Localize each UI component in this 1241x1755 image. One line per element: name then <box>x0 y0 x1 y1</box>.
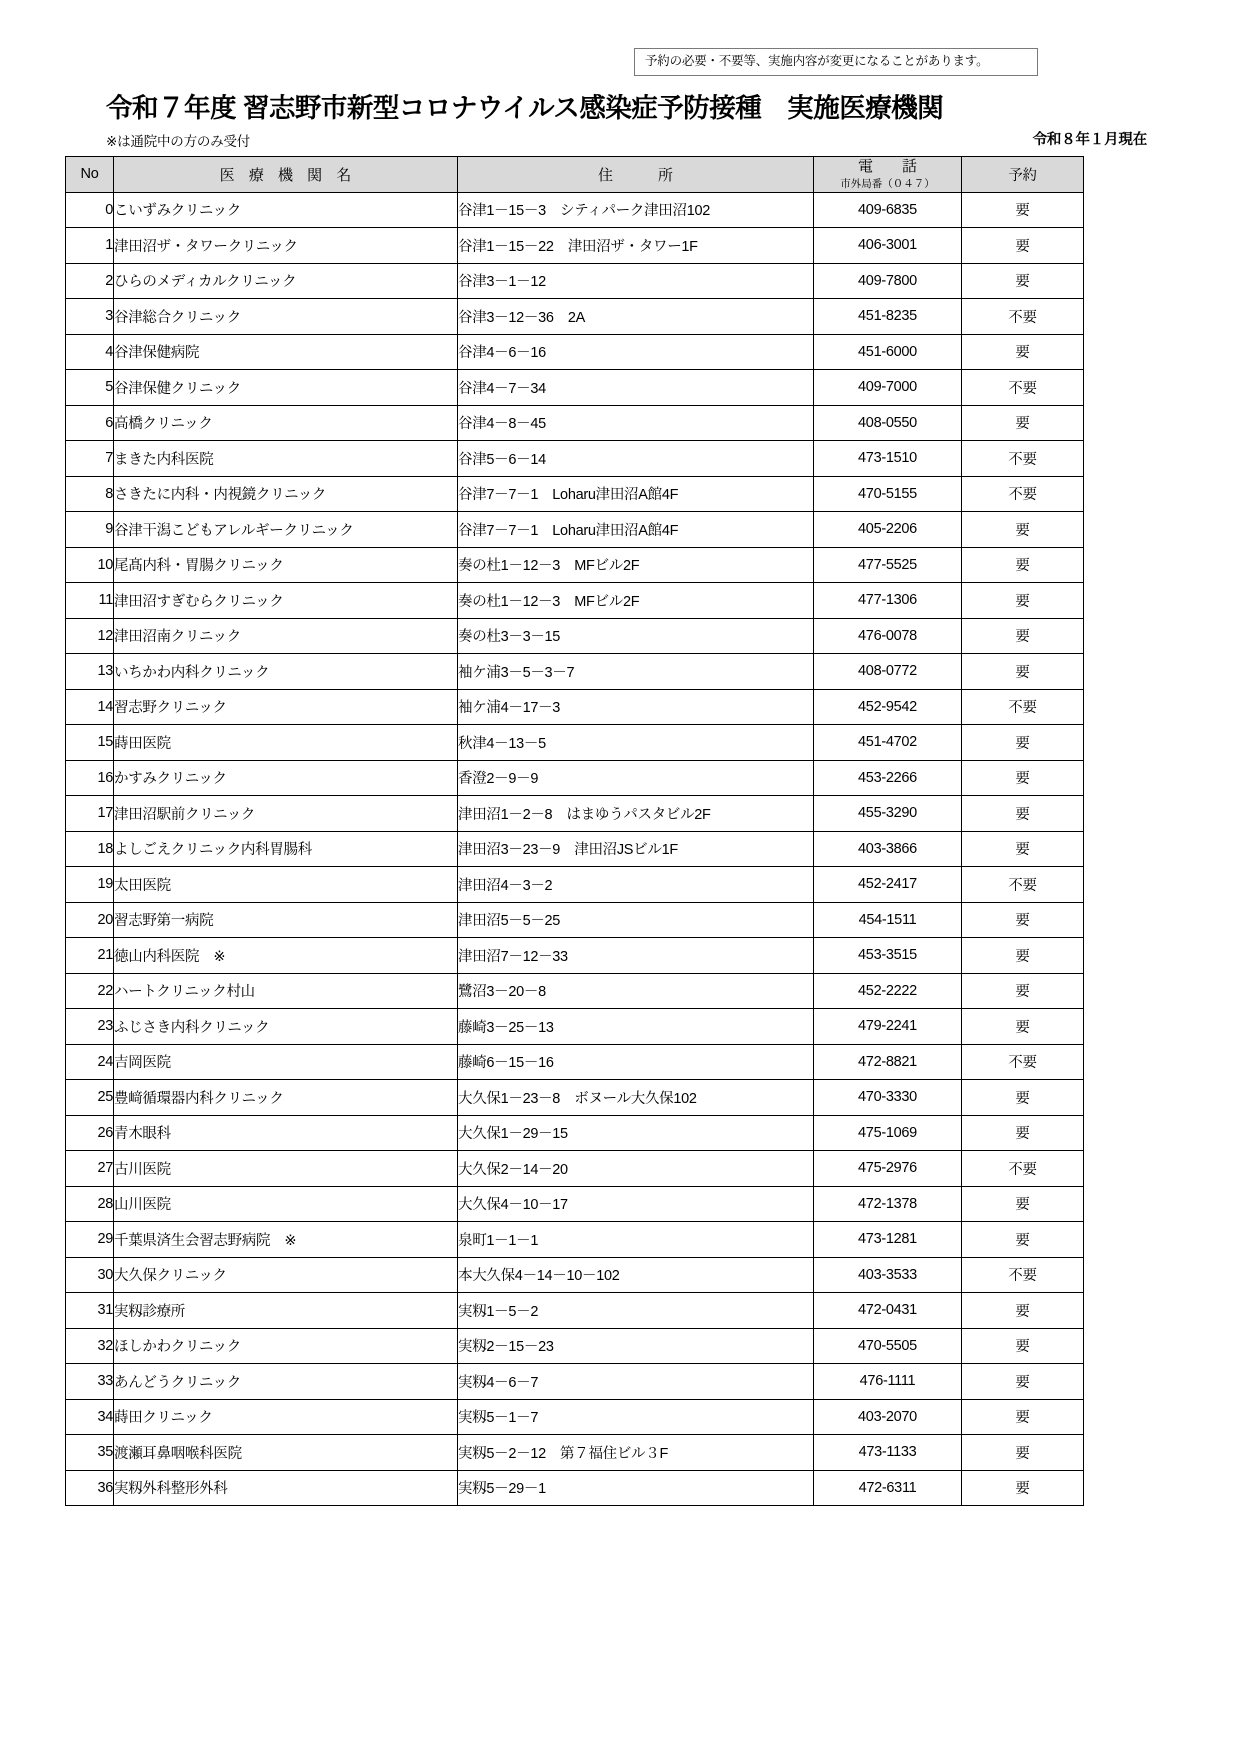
cell-reservation: 要 <box>962 618 1084 654</box>
table-row <box>66 1080 1084 1116</box>
cell-reservation: 不要 <box>962 370 1084 406</box>
cell-telephone: 453-3515 <box>814 938 962 974</box>
cell-reservation: 不要 <box>962 476 1084 512</box>
column-header-address <box>458 157 814 193</box>
cell-reservation: 不要 <box>962 1257 1084 1293</box>
cell-reservation: 不要 <box>962 689 1084 725</box>
cell-facility-name: 津田沼南クリニック <box>114 618 458 654</box>
cell-reservation: 不要 <box>962 867 1084 903</box>
cell-telephone: 452-9542 <box>814 689 962 725</box>
table-row <box>66 263 1084 299</box>
cell-address: 谷津3－1－12 <box>458 263 814 299</box>
cell-facility-name: 蒔田医院 <box>114 725 458 761</box>
table-row <box>66 654 1084 690</box>
cell-telephone: 472-6311 <box>814 1470 962 1506</box>
cell-no: 8 <box>66 476 114 512</box>
table-row <box>66 512 1084 548</box>
cell-address: 大久保4－10－17 <box>458 1186 814 1222</box>
cell-telephone: 472-8821 <box>814 1044 962 1080</box>
cell-facility-name: 習志野クリニック <box>114 689 458 725</box>
cell-no: 33 <box>66 1364 114 1400</box>
cell-facility-name: 豊﨑循環器内科クリニック <box>114 1080 458 1116</box>
cell-no: 18 <box>66 831 114 867</box>
page-title: 令和７年度 習志野市新型コロナウイルス感染症予防接種 実施医療機関 <box>106 93 944 123</box>
cell-facility-name: 津田沼すぎむらクリニック <box>114 583 458 619</box>
cell-telephone: 470-5155 <box>814 476 962 512</box>
cell-no: 20 <box>66 902 114 938</box>
cell-telephone: 455-3290 <box>814 796 962 832</box>
table-row <box>66 1470 1084 1506</box>
cell-facility-name: ハートクリニック村山 <box>114 973 458 1009</box>
table-row <box>66 192 1084 228</box>
cell-facility-name: 高橋クリニック <box>114 405 458 441</box>
cell-no: 19 <box>66 867 114 903</box>
table-row <box>66 689 1084 725</box>
cell-reservation: 要 <box>962 1222 1084 1258</box>
cell-telephone: 408-0550 <box>814 405 962 441</box>
cell-telephone: 409-6835 <box>814 192 962 228</box>
cell-facility-name: 太田医院 <box>114 867 458 903</box>
table-row <box>66 1151 1084 1187</box>
facility-table-wrapper <box>65 156 1083 1506</box>
cell-no: 29 <box>66 1222 114 1258</box>
table-row <box>66 973 1084 1009</box>
cell-telephone: 477-1306 <box>814 583 962 619</box>
cell-telephone: 453-2266 <box>814 760 962 796</box>
cell-reservation: 要 <box>962 547 1084 583</box>
cell-no: 32 <box>66 1328 114 1364</box>
cell-address: 鷺沼3－20－8 <box>458 973 814 1009</box>
cell-facility-name: 習志野第一病院 <box>114 902 458 938</box>
notice-text: 予約の必要・不要等、実施内容が変更になることがあります。 <box>634 48 1038 76</box>
cell-reservation: 要 <box>962 654 1084 690</box>
cell-no: 25 <box>66 1080 114 1116</box>
cell-no: 0 <box>66 192 114 228</box>
table-header-row <box>66 157 1084 193</box>
cell-facility-name: 古川医院 <box>114 1151 458 1187</box>
cell-facility-name: さきたに内科・内視鏡クリニック <box>114 476 458 512</box>
cell-telephone: 479-2241 <box>814 1009 962 1045</box>
table-row <box>66 938 1084 974</box>
cell-no: 11 <box>66 583 114 619</box>
asterisk-note: ※は通院中の方のみ受付 <box>106 134 251 149</box>
cell-telephone: 409-7000 <box>814 370 962 406</box>
cell-address: 実籾5－1－7 <box>458 1399 814 1435</box>
cell-address: 谷津1－15－3 シティパーク津田沼102 <box>458 192 814 228</box>
cell-address: 谷津7－7－1 Loharu津田沼A館4F <box>458 512 814 548</box>
cell-no: 35 <box>66 1435 114 1471</box>
cell-facility-name: 津田沼ザ・タワークリニック <box>114 228 458 264</box>
cell-reservation: 要 <box>962 1364 1084 1400</box>
cell-address: 津田沼4－3－2 <box>458 867 814 903</box>
cell-facility-name: よしごえクリニック内科胃腸科 <box>114 831 458 867</box>
column-header-no-label: No <box>80 166 99 183</box>
cell-telephone: 452-2222 <box>814 973 962 1009</box>
cell-address: 本大久保4－14－10－102 <box>458 1257 814 1293</box>
cell-facility-name: あんどうクリニック <box>114 1364 458 1400</box>
cell-reservation: 要 <box>962 973 1084 1009</box>
cell-no: 23 <box>66 1009 114 1045</box>
cell-no: 34 <box>66 1399 114 1435</box>
cell-telephone: 451-6000 <box>814 334 962 370</box>
notice-banner <box>634 48 1038 76</box>
cell-address: 谷津4－6－16 <box>458 334 814 370</box>
cell-facility-name: ひらのメディカルクリニック <box>114 263 458 299</box>
cell-telephone: 472-0431 <box>814 1293 962 1329</box>
cell-reservation: 要 <box>962 1293 1084 1329</box>
cell-telephone: 403-3866 <box>814 831 962 867</box>
cell-facility-name: 実籾診療所 <box>114 1293 458 1329</box>
cell-facility-name: 山川医院 <box>114 1186 458 1222</box>
cell-reservation: 要 <box>962 1186 1084 1222</box>
cell-address: 大久保1－23－8 ボヌール大久保102 <box>458 1080 814 1116</box>
cell-reservation: 要 <box>962 760 1084 796</box>
table-row <box>66 476 1084 512</box>
cell-address: 谷津1－15－22 津田沼ザ・タワー1F <box>458 228 814 264</box>
cell-reservation: 要 <box>962 1470 1084 1506</box>
cell-reservation: 要 <box>962 938 1084 974</box>
table-row <box>66 831 1084 867</box>
cell-reservation: 要 <box>962 725 1084 761</box>
column-header-address-label: 住 所 <box>597 166 678 184</box>
cell-address: 谷津7－7－1 Loharu津田沼A館4F <box>458 476 814 512</box>
cell-telephone: 451-8235 <box>814 299 962 335</box>
table-row <box>66 1115 1084 1151</box>
cell-no: 9 <box>66 512 114 548</box>
cell-no: 7 <box>66 441 114 477</box>
cell-no: 16 <box>66 760 114 796</box>
cell-no: 30 <box>66 1257 114 1293</box>
cell-telephone: 476-1111 <box>814 1364 962 1400</box>
cell-no: 22 <box>66 973 114 1009</box>
cell-address: 藤崎6－15－16 <box>458 1044 814 1080</box>
cell-no: 26 <box>66 1115 114 1151</box>
table-row <box>66 370 1084 406</box>
cell-address: 秋津4－13－5 <box>458 725 814 761</box>
cell-no: 13 <box>66 654 114 690</box>
cell-address: 奏の杜3－3－15 <box>458 618 814 654</box>
table-row <box>66 583 1084 619</box>
cell-address: 袖ケ浦4－17－3 <box>458 689 814 725</box>
table-row <box>66 1293 1084 1329</box>
cell-reservation: 要 <box>962 1399 1084 1435</box>
cell-address: 津田沼7－12－33 <box>458 938 814 974</box>
table-row <box>66 1435 1084 1471</box>
cell-facility-name: 尾髙内科・胃腸クリニック <box>114 547 458 583</box>
table-row <box>66 334 1084 370</box>
cell-reservation: 要 <box>962 512 1084 548</box>
cell-no: 21 <box>66 938 114 974</box>
table-row <box>66 547 1084 583</box>
cell-facility-name: 渡瀬耳鼻咽喉科医院 <box>114 1435 458 1471</box>
cell-address: 津田沼5－5－25 <box>458 902 814 938</box>
cell-no: 15 <box>66 725 114 761</box>
cell-facility-name: こいずみクリニック <box>114 192 458 228</box>
cell-address: 奏の杜1－12－3 MFビル2F <box>458 583 814 619</box>
column-header-name-label: 医 療 機 関 名 <box>219 166 357 184</box>
table-row <box>66 1044 1084 1080</box>
table-row <box>66 796 1084 832</box>
cell-address: 谷津4－7－34 <box>458 370 814 406</box>
column-header-reservation <box>962 157 1084 193</box>
cell-reservation: 要 <box>962 1115 1084 1151</box>
cell-address: 大久保2－14－20 <box>458 1151 814 1187</box>
cell-telephone: 473-1281 <box>814 1222 962 1258</box>
cell-telephone: 406-3001 <box>814 228 962 264</box>
cell-address: 実籾5－29－1 <box>458 1470 814 1506</box>
cell-reservation: 要 <box>962 1435 1084 1471</box>
cell-facility-name: 実籾外科整形外科 <box>114 1470 458 1506</box>
cell-address: 香澄2－9－9 <box>458 760 814 796</box>
cell-telephone: 452-2417 <box>814 867 962 903</box>
cell-no: 14 <box>66 689 114 725</box>
table-row <box>66 1399 1084 1435</box>
cell-reservation: 要 <box>962 334 1084 370</box>
cell-telephone: 408-0772 <box>814 654 962 690</box>
cell-telephone: 403-2070 <box>814 1399 962 1435</box>
cell-telephone: 405-2206 <box>814 512 962 548</box>
cell-reservation: 要 <box>962 1080 1084 1116</box>
table-header <box>66 157 1084 193</box>
cell-facility-name: 大久保クリニック <box>114 1257 458 1293</box>
cell-telephone: 473-1510 <box>814 441 962 477</box>
column-header-tel-label: 電 話 <box>857 158 924 176</box>
cell-no: 28 <box>66 1186 114 1222</box>
cell-facility-name: 谷津総合クリニック <box>114 299 458 335</box>
cell-telephone: 454-1511 <box>814 902 962 938</box>
cell-address: 実籾4－6－7 <box>458 1364 814 1400</box>
table-body <box>66 192 1084 1506</box>
table-row <box>66 1009 1084 1045</box>
table-row <box>66 441 1084 477</box>
table-row <box>66 228 1084 264</box>
table-row <box>66 1222 1084 1258</box>
cell-no: 10 <box>66 547 114 583</box>
cell-facility-name: 青木眼科 <box>114 1115 458 1151</box>
cell-telephone: 475-2976 <box>814 1151 962 1187</box>
cell-facility-name: いちかわ内科クリニック <box>114 654 458 690</box>
column-header-name <box>114 157 458 193</box>
cell-address: 津田沼1－2－8 はまゆうパスタビル2F <box>458 796 814 832</box>
as-of-date: 令和８年１月現在 <box>1032 132 1147 148</box>
cell-reservation: 要 <box>962 796 1084 832</box>
table-row <box>66 760 1084 796</box>
cell-no: 12 <box>66 618 114 654</box>
cell-no: 3 <box>66 299 114 335</box>
cell-no: 4 <box>66 334 114 370</box>
cell-facility-name: 徳山内科医院 ※ <box>114 938 458 974</box>
cell-facility-name: かすみクリニック <box>114 760 458 796</box>
cell-no: 31 <box>66 1293 114 1329</box>
cell-no: 6 <box>66 405 114 441</box>
cell-address: 谷津4－8－45 <box>458 405 814 441</box>
cell-address: 大久保1－29－15 <box>458 1115 814 1151</box>
table-row <box>66 618 1084 654</box>
cell-reservation: 要 <box>962 902 1084 938</box>
column-header-tel <box>814 157 962 193</box>
cell-no: 2 <box>66 263 114 299</box>
cell-facility-name: 蒔田クリニック <box>114 1399 458 1435</box>
cell-no: 5 <box>66 370 114 406</box>
facility-table <box>65 156 1084 1506</box>
cell-reservation: 不要 <box>962 441 1084 477</box>
cell-telephone: 476-0078 <box>814 618 962 654</box>
table-row <box>66 299 1084 335</box>
cell-reservation: 要 <box>962 1328 1084 1364</box>
cell-address: 奏の杜1－12－3 MFビル2F <box>458 547 814 583</box>
cell-address: 谷津3－12－36 2A <box>458 299 814 335</box>
cell-facility-name: 谷津干潟こどもアレルギークリニック <box>114 512 458 548</box>
cell-telephone: 451-4702 <box>814 725 962 761</box>
column-header-no <box>66 157 114 193</box>
cell-no: 27 <box>66 1151 114 1187</box>
cell-facility-name: ほしかわクリニック <box>114 1328 458 1364</box>
cell-telephone: 470-3330 <box>814 1080 962 1116</box>
cell-address: 泉町1－1－1 <box>458 1222 814 1258</box>
cell-telephone: 477-5525 <box>814 547 962 583</box>
cell-no: 17 <box>66 796 114 832</box>
cell-telephone: 473-1133 <box>814 1435 962 1471</box>
cell-reservation: 要 <box>962 228 1084 264</box>
cell-reservation: 不要 <box>962 1151 1084 1187</box>
cell-reservation: 不要 <box>962 1044 1084 1080</box>
cell-facility-name: ふじさき内科クリニック <box>114 1009 458 1045</box>
column-header-tel-sublabel: 市外局番（０４７） <box>840 177 935 190</box>
cell-facility-name: 津田沼駅前クリニック <box>114 796 458 832</box>
cell-facility-name: まきた内科医院 <box>114 441 458 477</box>
table-row <box>66 867 1084 903</box>
cell-facility-name: 谷津保健クリニック <box>114 370 458 406</box>
cell-telephone: 470-5505 <box>814 1328 962 1364</box>
table-row <box>66 1257 1084 1293</box>
cell-reservation: 要 <box>962 405 1084 441</box>
cell-reservation: 要 <box>962 1009 1084 1045</box>
cell-facility-name: 吉岡医院 <box>114 1044 458 1080</box>
table-row <box>66 725 1084 761</box>
cell-facility-name: 千葉県済生会習志野病院 ※ <box>114 1222 458 1258</box>
table-row <box>66 1364 1084 1400</box>
table-row <box>66 902 1084 938</box>
cell-reservation: 要 <box>962 831 1084 867</box>
cell-address: 谷津5－6－14 <box>458 441 814 477</box>
cell-reservation: 要 <box>962 263 1084 299</box>
column-header-reservation-label: 予約 <box>1008 167 1037 184</box>
cell-no: 36 <box>66 1470 114 1506</box>
cell-reservation: 要 <box>962 583 1084 619</box>
table-row <box>66 405 1084 441</box>
cell-reservation: 不要 <box>962 299 1084 335</box>
cell-no: 24 <box>66 1044 114 1080</box>
cell-telephone: 409-7800 <box>814 263 962 299</box>
table-row <box>66 1186 1084 1222</box>
cell-telephone: 475-1069 <box>814 1115 962 1151</box>
table-row <box>66 1328 1084 1364</box>
cell-reservation: 要 <box>962 192 1084 228</box>
cell-telephone: 403-3533 <box>814 1257 962 1293</box>
cell-telephone: 472-1378 <box>814 1186 962 1222</box>
cell-address: 袖ケ浦3－5－3－7 <box>458 654 814 690</box>
cell-address: 藤崎3－25－13 <box>458 1009 814 1045</box>
cell-no: 1 <box>66 228 114 264</box>
cell-address: 実籾5－2－12 第７福住ビル３F <box>458 1435 814 1471</box>
cell-address: 実籾2－15－23 <box>458 1328 814 1364</box>
cell-address: 実籾1－5－2 <box>458 1293 814 1329</box>
cell-facility-name: 谷津保健病院 <box>114 334 458 370</box>
cell-address: 津田沼3－23－9 津田沼JSビル1F <box>458 831 814 867</box>
